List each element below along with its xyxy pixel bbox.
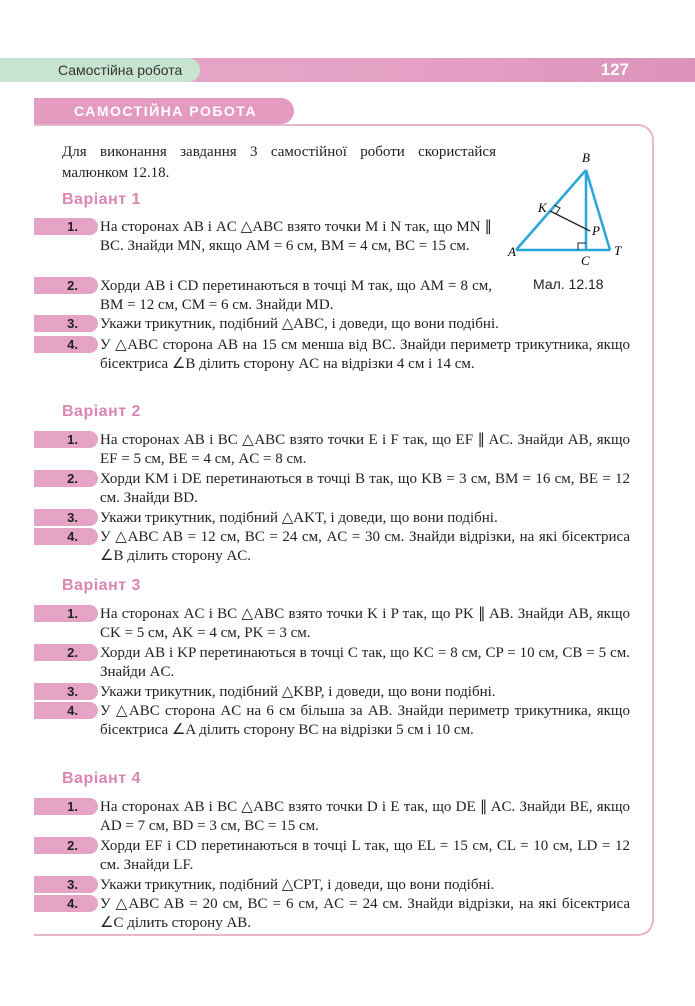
task-number-badge: 3.	[34, 876, 98, 893]
task-text: На сторонах AC і BC △ABC взято точки K і P так, що PK ∥ AB. Знайди AB, якщо CK = 5 см, AK = 4 см, PK = 3 см.	[100, 606, 630, 641]
task-number-badge: 4.	[34, 336, 98, 353]
task	[62, 528, 630, 566]
label-B: B	[582, 150, 590, 165]
task	[62, 683, 630, 702]
task-number-badge: 4.	[34, 702, 98, 719]
task-number-badge: 2.	[34, 644, 98, 661]
task-number-badge: 1.	[34, 605, 98, 622]
task-number-badge: 3.	[34, 683, 98, 700]
variant-3-title: Варіант 3	[62, 577, 141, 594]
variant-2-title: Варіант 2	[62, 403, 141, 420]
label-C: C	[581, 253, 590, 268]
task-text: У △ABC AB = 12 см, BC = 24 см, AC = 30 см. Знайди відрізки, на які бісектриса ∠B ділить сторону AC.	[100, 529, 630, 564]
variant-4-title: Варіант 4	[62, 770, 141, 787]
task-number-badge: 2.	[34, 470, 98, 487]
task	[62, 470, 630, 508]
task-text: Укажи трикутник, подібний △CPT, і доведи, що вони подібні.	[100, 877, 495, 893]
task	[62, 218, 492, 256]
task-text: Хорди AB і KP перетинаються в точці C так, що KC = 8 см, CP = 10 см, CB = 5 см. Знайди AC.	[100, 645, 630, 680]
task	[62, 837, 630, 875]
side-AB	[516, 170, 586, 250]
task-text: Укажи трикутник, подібний △KBP, і доведи, що вони подібні.	[100, 684, 496, 700]
label-K: K	[538, 200, 547, 215]
task-number-badge: 3.	[34, 315, 98, 332]
task	[62, 605, 630, 643]
task-number-badge: 2.	[34, 277, 98, 294]
task	[62, 895, 630, 933]
task	[62, 644, 630, 682]
task-number-badge: 1.	[34, 431, 98, 448]
task	[62, 431, 630, 469]
task	[62, 277, 492, 315]
label-A: A	[508, 244, 516, 259]
section-title-ribbon	[34, 98, 294, 124]
task-text: У △ABC сторона AB на 15 см менша від BC. Знайди периметр трикутника, якщо бісектриса ∠B ділить сторону AC на відрізки 4 см і 14 см.	[100, 337, 630, 372]
task	[62, 509, 630, 528]
task	[62, 315, 630, 334]
task-number-badge: 2.	[34, 837, 98, 854]
task-text: У △ABC AB = 20 см, BC = 6 см, AC = 24 см. Знайди відрізки, на які бісектриса ∠C ділить сторону AB.	[100, 896, 630, 931]
task-number-badge: 1.	[34, 218, 98, 235]
task-text: У △ABC сторона AC на 6 см більша за AB. Знайди периметр трикутника, якщо бісектриса ∠A ділить сторону BC на відрізки 5 см і 10 см.	[100, 703, 630, 738]
task-text: На сторонах AB і BC △ABC взято точки D і E так, що DE ∥ AC. Знайди BE, якщо AD = 7 см, BD = 3 см, BC = 15 см.	[100, 799, 630, 834]
task-text: Хорди AB і CD перетинаються в точці M так, що AM = 8 см, BM = 12 см, CM = 6 см. Знайди MD.	[100, 278, 492, 313]
task-text: Укажи трикутник, подібний △AKT, і доведи, що вони подібні.	[100, 510, 498, 526]
task-number-badge: 3.	[34, 509, 98, 526]
task-number-badge: 1.	[34, 798, 98, 815]
figure-caption: Мал. 12.18	[533, 276, 604, 292]
page-number: 127	[600, 60, 629, 79]
task-number-badge: 4.	[34, 528, 98, 545]
section-tab: Самостійна робота	[0, 58, 200, 82]
side-BT	[586, 170, 610, 250]
task-text: Укажи трикутник, подібний △ABC, і доведи, що вони подібні.	[100, 316, 499, 332]
task-text: На сторонах AB і BC △ABC взято точки E і F так, що EF ∥ AC. Знайди AB, якщо EF = 5 см, BE = 4 см, AC = 8 см.	[100, 432, 630, 467]
task	[62, 798, 630, 836]
task-text: Хорди EF і CD перетинаються в точці L так, що EL = 15 см, CL = 10 см, LD = 12 см. Знайди LF.	[100, 838, 630, 873]
task	[62, 876, 630, 895]
intro-text: Для виконання завдання 3 самостійної роботи скористайся малюнком 12.18.	[62, 144, 496, 181]
task-text: Хорди KM і DE перетинаються в точці B так, що KB = 3 см, BM = 16 см, BE = 12 см. Знайди BD.	[100, 471, 630, 506]
section-title: САМОСТІЙНА РОБОТА	[74, 103, 258, 119]
variant-1-title: Варіант 1	[62, 191, 141, 208]
label-T: T	[614, 243, 622, 258]
task-text: На сторонах AB і AC △ABC взято точки M і N так, що MN ∥ BC. Знайди MN, якщо AM = 6 см, BM = 4 см, BC = 15 см.	[100, 219, 492, 254]
task	[62, 336, 630, 374]
task-number-badge: 4.	[34, 895, 98, 912]
label-P: P	[592, 223, 600, 238]
task	[62, 702, 630, 740]
